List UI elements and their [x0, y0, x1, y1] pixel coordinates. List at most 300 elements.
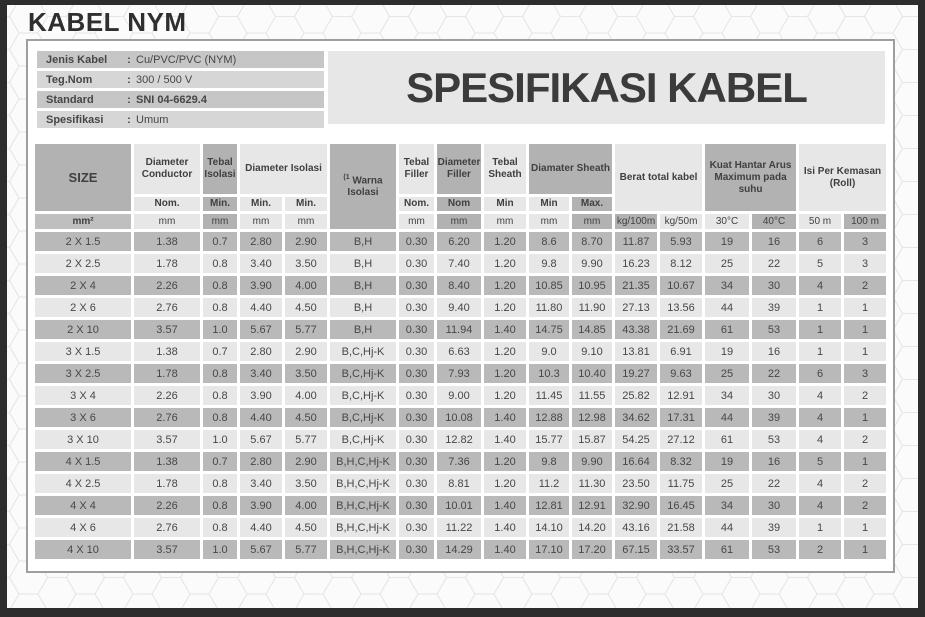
value-cell: 5 [799, 254, 841, 273]
value-cell: 0.8 [203, 254, 237, 273]
value-cell: 9.63 [660, 364, 702, 383]
subheader-min: Min. [285, 197, 327, 211]
col-header-diameter-filler: Diameter Filler [437, 144, 481, 194]
info-label: Teg.Nom [46, 73, 93, 86]
value-cell: 9.8 [529, 452, 569, 471]
value-cell: B,H,C,Hj-K [330, 518, 396, 537]
value-cell: 53 [752, 320, 796, 339]
value-cell: B,C,Hj-K [330, 364, 396, 383]
info-row-spesifikasi [37, 111, 324, 128]
value-cell: 11.90 [572, 298, 612, 317]
info-value: Cu/PVC/PVC (NYM) [136, 53, 237, 66]
subheader-nom: Nom. [399, 197, 434, 211]
value-cell: 14.10 [529, 518, 569, 537]
value-cell: 0.8 [203, 474, 237, 493]
value-cell: 5 [799, 452, 841, 471]
value-cell: 1 [844, 342, 886, 361]
value-cell: 25 [705, 474, 749, 493]
info-separator: : [127, 73, 131, 86]
value-cell: 3.40 [240, 364, 282, 383]
value-cell: 1.0 [203, 540, 237, 559]
value-cell: 27.13 [615, 298, 657, 317]
value-cell: 8.40 [437, 276, 481, 295]
table-row [35, 342, 886, 361]
value-cell: 2.76 [134, 298, 200, 317]
value-cell: 12.91 [572, 496, 612, 515]
value-cell: 1.78 [134, 474, 200, 493]
size-cell: 2 X 2.5 [35, 254, 131, 273]
value-cell: 0.8 [203, 496, 237, 515]
table-row [35, 430, 886, 449]
value-cell: 1.20 [484, 232, 526, 251]
value-cell: 30 [752, 276, 796, 295]
col-header-diameter-isolasi: Diameter Isolasi [240, 144, 327, 194]
value-cell: 21.58 [660, 518, 702, 537]
value-cell: 11.94 [437, 320, 481, 339]
value-cell: 0.8 [203, 298, 237, 317]
value-cell: 4 [799, 496, 841, 515]
col-header-size: SIZE [35, 144, 131, 211]
value-cell: 14.85 [572, 320, 612, 339]
info-value: SNI 04-6629.4 [136, 93, 207, 106]
value-cell: 0.7 [203, 232, 237, 251]
col-header-diamater-sheath: Diamater Sheath [529, 144, 612, 194]
page-title: KABEL NYM [28, 7, 187, 37]
value-cell: 6.63 [437, 342, 481, 361]
value-cell: 32.90 [615, 496, 657, 515]
value-cell: 9.10 [572, 342, 612, 361]
value-cell: 1.38 [134, 232, 200, 251]
value-cell: 2 [844, 430, 886, 449]
value-cell: 16.45 [660, 496, 702, 515]
info-row-teg-nom [37, 71, 324, 88]
value-cell: 9.90 [572, 452, 612, 471]
value-cell: 2 [844, 474, 886, 493]
value-cell: 5.67 [240, 540, 282, 559]
value-cell: 1 [844, 298, 886, 317]
value-cell: 3.90 [240, 386, 282, 405]
spec-title: SPESIFIKASI KABEL [406, 63, 807, 111]
value-cell: 1 [799, 342, 841, 361]
info-label: Standard [46, 93, 94, 106]
value-cell: 6.91 [660, 342, 702, 361]
value-cell: 1 [844, 408, 886, 427]
value-cell: 17.31 [660, 408, 702, 427]
value-cell: 3.40 [240, 254, 282, 273]
value-cell: 8.32 [660, 452, 702, 471]
unit-100m: 100 m [844, 214, 886, 229]
subheader-min: Min. [203, 197, 237, 211]
value-cell: 1.20 [484, 298, 526, 317]
info-value: Umum [136, 113, 169, 126]
value-cell: 67.15 [615, 540, 657, 559]
value-cell: 2 [844, 276, 886, 295]
value-cell: 13.56 [660, 298, 702, 317]
value-cell: 2.80 [240, 232, 282, 251]
spec-table-wrap [32, 141, 889, 562]
value-cell: 0.8 [203, 408, 237, 427]
value-cell: 2.76 [134, 518, 200, 537]
value-cell: 1.40 [484, 430, 526, 449]
size-cell: 4 X 1.5 [35, 452, 131, 471]
value-cell: 3 [844, 254, 886, 273]
subheader-min: Min [529, 197, 569, 211]
value-cell: 0.30 [399, 342, 434, 361]
unit-mm: mm [134, 214, 200, 229]
value-cell: 10.67 [660, 276, 702, 295]
value-cell: B,H [330, 320, 396, 339]
value-cell: 3.57 [134, 540, 200, 559]
value-cell: 4 [799, 408, 841, 427]
value-cell: 5.77 [285, 430, 327, 449]
value-cell: 2.90 [285, 342, 327, 361]
value-cell: 2 [799, 540, 841, 559]
value-cell: 8.6 [529, 232, 569, 251]
value-cell: 53 [752, 430, 796, 449]
value-cell: 0.8 [203, 276, 237, 295]
value-cell: 61 [705, 320, 749, 339]
value-cell: 10.95 [572, 276, 612, 295]
size-cell: 3 X 6 [35, 408, 131, 427]
value-cell: 11.80 [529, 298, 569, 317]
value-cell: 14.20 [572, 518, 612, 537]
col-header-kuat-hantar: Kuat Hantar Arus Maximum pada suhu [705, 144, 796, 211]
value-cell: 16 [752, 452, 796, 471]
unit-mm: mm [203, 214, 237, 229]
value-cell: 22 [752, 364, 796, 383]
value-cell: 10.01 [437, 496, 481, 515]
value-cell: 1.0 [203, 320, 237, 339]
value-cell: 11.87 [615, 232, 657, 251]
size-cell: 3 X 2.5 [35, 364, 131, 383]
info-label: Spesifikasi [46, 113, 104, 126]
value-cell: 2.90 [285, 232, 327, 251]
value-cell: 1.40 [484, 518, 526, 537]
value-cell: 4 [799, 474, 841, 493]
value-cell: 1.40 [484, 320, 526, 339]
value-cell: 12.88 [529, 408, 569, 427]
value-cell: B,H,C,Hj-K [330, 540, 396, 559]
value-cell: 6.20 [437, 232, 481, 251]
content-panel [26, 39, 895, 573]
value-cell: 2 [844, 386, 886, 405]
value-cell: 10.08 [437, 408, 481, 427]
info-row-jenis-kabel [37, 51, 324, 68]
value-cell: 2 [844, 496, 886, 515]
unit-30c: 30°C [705, 214, 749, 229]
value-cell: 1 [844, 518, 886, 537]
value-cell: 3.57 [134, 320, 200, 339]
value-cell: 21.69 [660, 320, 702, 339]
value-cell: 5.77 [285, 540, 327, 559]
value-cell: 5.77 [285, 320, 327, 339]
value-cell: 1.40 [484, 496, 526, 515]
size-cell: 2 X 1.5 [35, 232, 131, 251]
table-row [35, 518, 886, 537]
value-cell: 39 [752, 298, 796, 317]
value-cell: 25.82 [615, 386, 657, 405]
value-cell: 19 [705, 452, 749, 471]
value-cell: 39 [752, 518, 796, 537]
value-cell: 2.26 [134, 276, 200, 295]
footnote-marker: (1 [343, 173, 350, 181]
value-cell: 34 [705, 276, 749, 295]
value-cell: 11.30 [572, 474, 612, 493]
value-cell: 1.78 [134, 364, 200, 383]
col-header-tebal-sheath: Tebal Sheath [484, 144, 526, 194]
value-cell: 11.2 [529, 474, 569, 493]
unit-mm: mm [399, 214, 434, 229]
size-cell: 2 X 4 [35, 276, 131, 295]
value-cell: 1.40 [484, 408, 526, 427]
value-cell: 2.76 [134, 408, 200, 427]
table-row [35, 276, 886, 295]
value-cell: 30 [752, 496, 796, 515]
value-cell: 19 [705, 232, 749, 251]
value-cell: 1.20 [484, 364, 526, 383]
value-cell: 11.55 [572, 386, 612, 405]
value-cell: 3.90 [240, 276, 282, 295]
value-cell: 0.8 [203, 364, 237, 383]
value-cell: 13.81 [615, 342, 657, 361]
value-cell: 3.57 [134, 430, 200, 449]
size-cell: 2 X 6 [35, 298, 131, 317]
value-cell: 39 [752, 408, 796, 427]
value-cell: 27.12 [660, 430, 702, 449]
value-cell: 8.12 [660, 254, 702, 273]
value-cell: 9.0 [529, 342, 569, 361]
value-cell: 0.7 [203, 342, 237, 361]
col-header-berat-total: Berat total kabel [615, 144, 702, 211]
value-cell: 1.20 [484, 474, 526, 493]
value-cell: 9.00 [437, 386, 481, 405]
value-cell: 2.80 [240, 452, 282, 471]
value-cell: 43.16 [615, 518, 657, 537]
value-cell: 4.50 [285, 518, 327, 537]
value-cell: 1.20 [484, 254, 526, 273]
table-row [35, 232, 886, 251]
value-cell: 19.27 [615, 364, 657, 383]
value-cell: 3 [844, 232, 886, 251]
value-cell: 44 [705, 298, 749, 317]
value-cell: 53 [752, 540, 796, 559]
value-cell: B,H [330, 298, 396, 317]
value-cell: 1 [799, 320, 841, 339]
value-cell: B,H [330, 254, 396, 273]
subheader-min: Min. [240, 197, 282, 211]
table-row [35, 540, 886, 559]
size-cell: 3 X 4 [35, 386, 131, 405]
value-cell: 12.82 [437, 430, 481, 449]
size-cell: 2 X 10 [35, 320, 131, 339]
value-cell: 4.50 [285, 298, 327, 317]
table-row [35, 474, 886, 493]
warna-label: Warna Isolasi [347, 175, 383, 199]
value-cell: 6 [799, 232, 841, 251]
value-cell: 5.67 [240, 320, 282, 339]
value-cell: 33.57 [660, 540, 702, 559]
value-cell: 43.38 [615, 320, 657, 339]
value-cell: 9.8 [529, 254, 569, 273]
value-cell: 2.26 [134, 496, 200, 515]
value-cell: 12.81 [529, 496, 569, 515]
value-cell: 7.93 [437, 364, 481, 383]
value-cell: 19 [705, 342, 749, 361]
value-cell: 1.20 [484, 342, 526, 361]
size-cell: 3 X 10 [35, 430, 131, 449]
value-cell: 4.50 [285, 408, 327, 427]
table-row [35, 254, 886, 273]
value-cell: 4.00 [285, 386, 327, 405]
value-cell: 16.23 [615, 254, 657, 273]
value-cell: 0.30 [399, 276, 434, 295]
table-body [35, 232, 886, 559]
cable-info-box [37, 51, 324, 131]
value-cell: 16 [752, 342, 796, 361]
value-cell: B,H,C,Hj-K [330, 474, 396, 493]
table-row [35, 320, 886, 339]
info-value: 300 / 500 V [136, 73, 193, 86]
size-cell: 4 X 2.5 [35, 474, 131, 493]
subheader-max: Max. [572, 197, 612, 211]
unit-mm: mm [285, 214, 327, 229]
value-cell: 5.93 [660, 232, 702, 251]
value-cell: 16 [752, 232, 796, 251]
subheader-nom: Nom [437, 197, 481, 211]
unit-mm: mm [240, 214, 282, 229]
value-cell: 1.40 [484, 540, 526, 559]
value-cell: 6 [799, 364, 841, 383]
value-cell: 0.30 [399, 320, 434, 339]
value-cell: 0.30 [399, 254, 434, 273]
value-cell: 5.67 [240, 430, 282, 449]
value-cell: 0.8 [203, 386, 237, 405]
spec-title-box [328, 51, 885, 124]
value-cell: 12.91 [660, 386, 702, 405]
value-cell: 1 [844, 540, 886, 559]
value-cell: 3.50 [285, 474, 327, 493]
table-row [35, 408, 886, 427]
value-cell: 10.40 [572, 364, 612, 383]
value-cell: B,H [330, 276, 396, 295]
value-cell: 3 [844, 364, 886, 383]
value-cell: 44 [705, 518, 749, 537]
value-cell: 0.30 [399, 408, 434, 427]
info-label: Jenis Kabel [46, 53, 108, 66]
value-cell: B,C,Hj-K [330, 408, 396, 427]
value-cell: 1.38 [134, 342, 200, 361]
value-cell: 4 [799, 386, 841, 405]
spec-table [32, 141, 889, 562]
unit-50m: 50 m [799, 214, 841, 229]
value-cell: 44 [705, 408, 749, 427]
value-cell: 0.30 [399, 496, 434, 515]
info-separator: : [127, 113, 131, 126]
value-cell: 12.98 [572, 408, 612, 427]
value-cell: 34.62 [615, 408, 657, 427]
value-cell: 1 [799, 298, 841, 317]
value-cell: 11.22 [437, 518, 481, 537]
value-cell: 0.30 [399, 364, 434, 383]
subheader-nom: Nom. [134, 197, 200, 211]
value-cell: 3.50 [285, 364, 327, 383]
value-cell: 11.75 [660, 474, 702, 493]
value-cell: 0.30 [399, 430, 434, 449]
value-cell: 1.0 [203, 430, 237, 449]
col-header-isi-kemasan: Isi Per Kemasan (Roll) [799, 144, 886, 211]
value-cell: 10.85 [529, 276, 569, 295]
value-cell: 34 [705, 496, 749, 515]
table-row [35, 496, 886, 515]
col-header-diameter-conductor: Diameter Conductor [134, 144, 200, 194]
value-cell: 21.35 [615, 276, 657, 295]
value-cell: 0.30 [399, 386, 434, 405]
col-header-tebal-isolasi: Tebal Isolasi [203, 144, 237, 194]
size-cell: 4 X 4 [35, 496, 131, 515]
value-cell: 3.50 [285, 254, 327, 273]
value-cell: 7.40 [437, 254, 481, 273]
table-row [35, 452, 886, 471]
info-separator: : [127, 53, 131, 66]
value-cell: 8.70 [572, 232, 612, 251]
value-cell: 4.40 [240, 298, 282, 317]
table-row [35, 298, 886, 317]
value-cell: 14.29 [437, 540, 481, 559]
value-cell: 25 [705, 364, 749, 383]
value-cell: 16.64 [615, 452, 657, 471]
value-cell: 7.36 [437, 452, 481, 471]
value-cell: 10.3 [529, 364, 569, 383]
value-cell: 1.20 [484, 386, 526, 405]
value-cell: 1.20 [484, 276, 526, 295]
value-cell: 30 [752, 386, 796, 405]
value-cell: 4.40 [240, 518, 282, 537]
value-cell: 25 [705, 254, 749, 273]
value-cell: 15.77 [529, 430, 569, 449]
value-cell: 1.38 [134, 452, 200, 471]
unit-mm: mm [484, 214, 526, 229]
value-cell: 1 [844, 452, 886, 471]
value-cell: 1 [844, 320, 886, 339]
value-cell: 9.90 [572, 254, 612, 273]
value-cell: 1 [799, 518, 841, 537]
size-cell: 3 X 1.5 [35, 342, 131, 361]
col-header-tebal-filler: Tebal Filler [399, 144, 434, 194]
unit-mm: mm [437, 214, 481, 229]
value-cell: 61 [705, 540, 749, 559]
value-cell: 1.20 [484, 452, 526, 471]
value-cell: 34 [705, 386, 749, 405]
value-cell: 4 [799, 276, 841, 295]
value-cell: 0.30 [399, 452, 434, 471]
info-row-standard [37, 91, 324, 108]
size-cell: 4 X 6 [35, 518, 131, 537]
size-cell: 4 X 10 [35, 540, 131, 559]
table-row [35, 364, 886, 383]
value-cell: 15.87 [572, 430, 612, 449]
value-cell: B,H [330, 232, 396, 251]
value-cell: 0.8 [203, 518, 237, 537]
value-cell: 11.45 [529, 386, 569, 405]
value-cell: 9.40 [437, 298, 481, 317]
value-cell: 3.90 [240, 496, 282, 515]
table-row [35, 386, 886, 405]
value-cell: 2.90 [285, 452, 327, 471]
value-cell: 4.00 [285, 276, 327, 295]
value-cell: 61 [705, 430, 749, 449]
value-cell: 3.40 [240, 474, 282, 493]
value-cell: 0.30 [399, 298, 434, 317]
